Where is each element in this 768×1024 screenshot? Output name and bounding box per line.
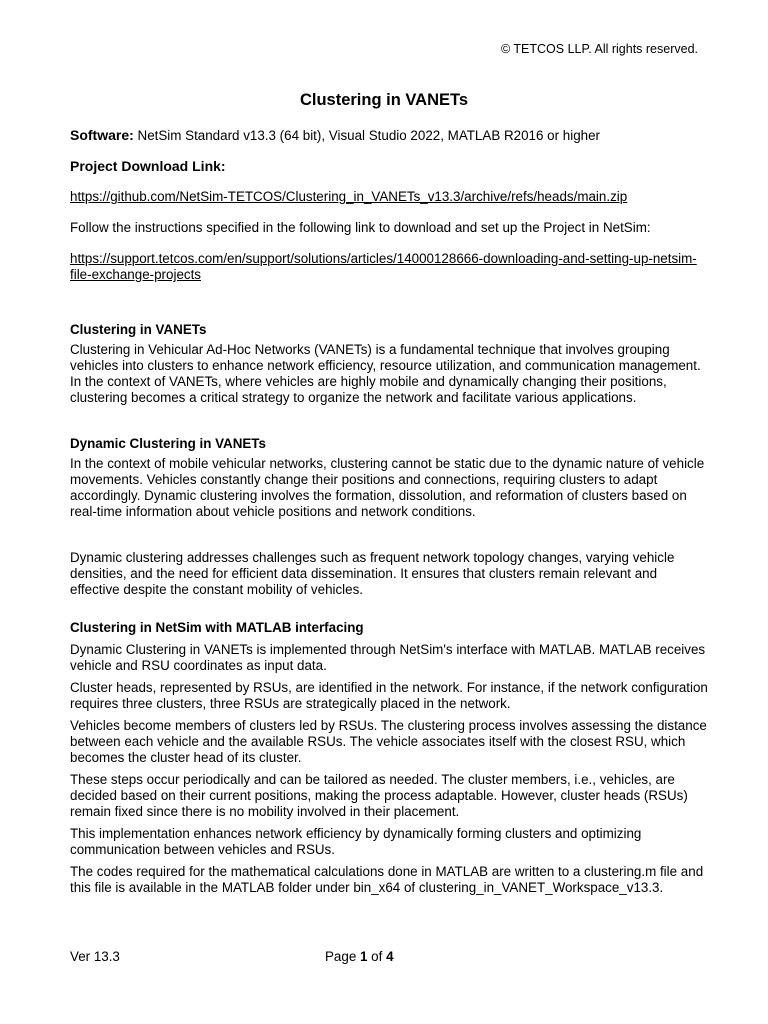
section-paragraph: Dynamic Clustering in VANETs is implemented through NetSim's interface with MATLAB. MATLAB receives vehicle and RSU coordinates as input data. — [70, 642, 706, 673]
footer-page-number — [325, 949, 394, 964]
page-total: 4 — [386, 949, 394, 964]
section-paragraph: These steps occur periodically and can be tailored as needed. The cluster members, i.e., vehicles, are decided based on their current positions, making the process adaptable. However, cluster heads (RSUs) remain fixed since there is no mobility involved in their placement. — [70, 772, 688, 819]
copyright-notice: © TETCOS LLP. All rights reserved. — [500, 42, 698, 56]
footer-version: Ver 13.3 — [70, 949, 120, 964]
section-paragraph: Cluster heads, represented by RSUs, are identified in the network. For instance, if the network configuration requires three clusters, three RSUs are strategically placed in the network. — [70, 680, 708, 711]
software-value: NetSim Standard v13.3 (64 bit), Visual Studio 2022, MATLAB R2016 or higher — [133, 128, 600, 143]
software-label: Software: — [70, 127, 134, 143]
document-body — [70, 127, 710, 902]
section-paragraph: In the context of mobile vehicular networks, clustering cannot be static due to the dynamic nature of vehicle movements. Vehicles constantly change their positions and connections, requiring clusters to adapt accordingly. Dynamic clustering involves the formation, dissolution, and reformation of clusters based on real-time information about vehicle positions and network conditions. — [70, 456, 705, 519]
page-of: of — [367, 949, 387, 964]
section-paragraph: Vehicles become members of clusters led by RSUs. The clustering process involves assessing the distance between each vehicle and the available RSUs. The vehicle associates itself with the closest RSU, which becomes the cluster head of its cluster. — [70, 718, 707, 765]
download-heading: Project Download Link: — [70, 158, 226, 174]
section-paragraph: This implementation enhances network efficiency by dynamically forming clusters and optimizing communication between vehicles and RSUs. — [70, 826, 642, 857]
section-heading-clustering: Clustering in VANETs — [70, 322, 207, 337]
software-line — [70, 127, 710, 144]
section-paragraph: Dynamic clustering addresses challenges such as frequent network topology changes, varying vehicle densities, and the need for efficient data dissemination. It ensures that clusters remain relevant and effective despite the constant mobility of vehicles. — [70, 550, 675, 597]
instructions-text: Follow the instructions specified in the following link to download and set up the Project in NetSim: — [70, 220, 651, 235]
support-link[interactable]: https://support.tetcos.com/en/support/solutions/articles/14000128666-downloading-and-setting-up-netsim-file-exchange-projects — [70, 251, 697, 282]
section-heading-matlab: Clustering in NetSim with MATLAB interfacing — [70, 620, 364, 635]
section-paragraph: Clustering in Vehicular Ad-Hoc Networks (VANETs) is a fundamental technique that involves grouping vehicles into clusters to enhance network efficiency, resource utilization, and communication management. In the context of VANETs, where vehicles are highly mobile and dynamically changing their positions, clustering becomes a critical strategy to organize the network and facilitate various applications. — [70, 342, 701, 405]
section-paragraph: The codes required for the mathematical calculations done in MATLAB are written to a clustering.m file and this file is available in the MATLAB folder under bin_x64 of clustering_in_VANET_Workspace_v13.3. — [70, 864, 704, 895]
section-heading-dynamic: Dynamic Clustering in VANETs — [70, 436, 266, 451]
page-current: 1 — [360, 949, 368, 964]
page-prefix: Page — [325, 949, 360, 964]
download-link[interactable]: https://github.com/NetSim-TETCOS/Clustering_in_VANETs_v13.3/archive/refs/heads/main.zip — [70, 189, 628, 204]
document-title: Clustering in VANETs — [299, 91, 469, 109]
